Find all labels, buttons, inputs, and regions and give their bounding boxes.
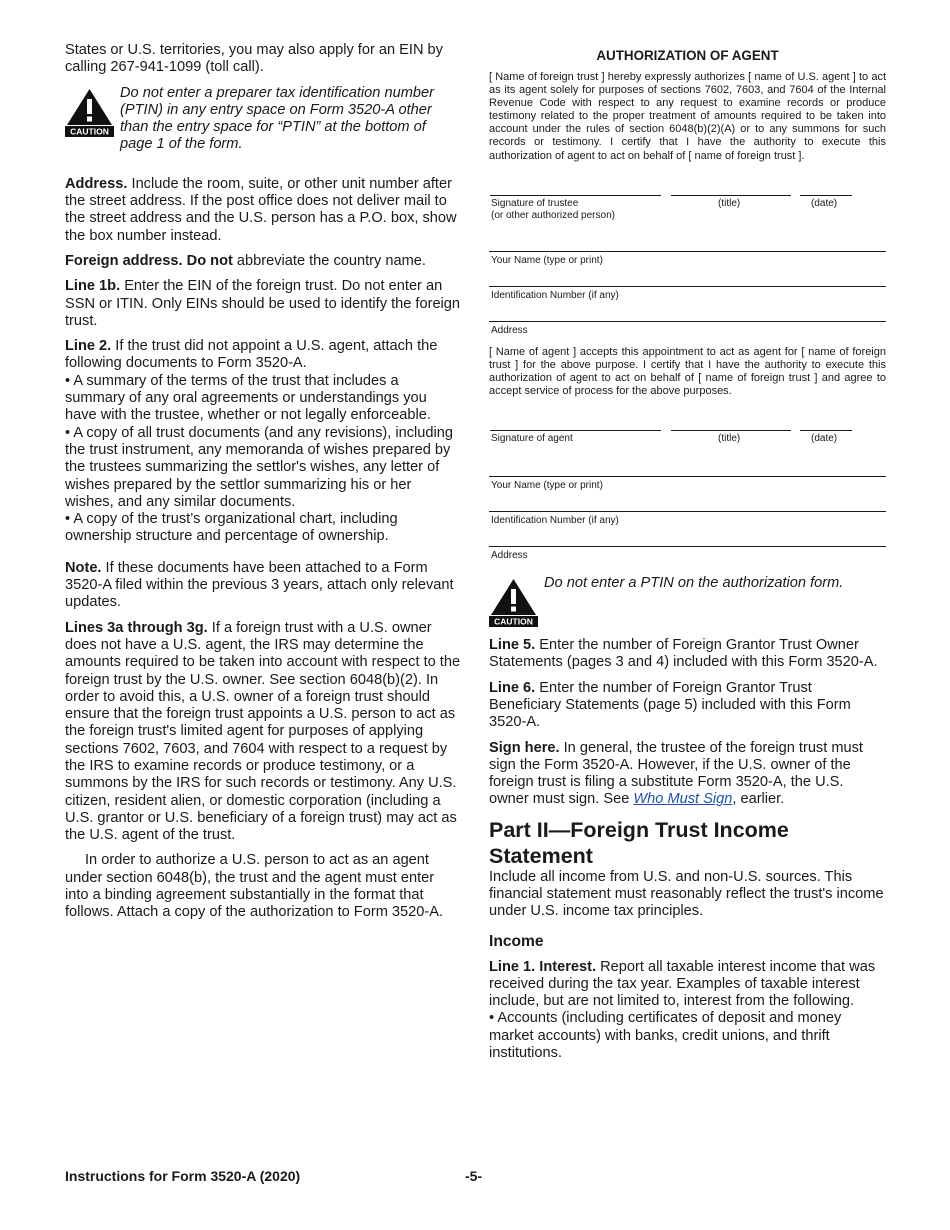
caution-text-ptin: Do not enter a preparer tax identification number (PTIN) in any entry space on Form 3520-A other than the entry space for “PTIN” at the bottom of page 1 of the form. [120, 84, 434, 153]
address-line [489, 546, 886, 571]
signature-agent-label: Signature of agent [491, 433, 573, 445]
authorization-title: AUTHORIZATION OF AGENT [596, 48, 779, 63]
page-footer [65, 1168, 886, 1188]
line2-bullet: • A summary of the terms of the trust that includes a summary of any oral agreements or understandings you have with the trustee, whether or not legally enforceable. [65, 372, 431, 424]
caution-block-authorization [489, 575, 886, 627]
agent-acceptance-paragraph: [ Name of agent ] accepts this appointment to act as agent for [ name of foreign trust ] for the above purpose. I certify that I have the authority to execute this authorization of agent to act on behalf of [ name of foreign trust ] and agree to accept service of process for the above purposes. [489, 345, 886, 397]
lines3-text: If a foreign trust with a U.S. owner does not have a U.S. agent, the IRS may determine the amounts required to be taken into account with respect to the foreign trust by the U.S. owner. See section 6048(b)(2). In order to avoid this, a U.S. owner of a foreign trust should ensure that the foreign trust appoints a U.S. person to act as the foreign trust's limited agent for purposes of applying sections 7602, 7603, and 7604 with respect to a request by the IRS to examine records or produce testimony, or a summons by the IRS for such records or testimony. Any U.S. citizen, resident alien, or domestic corporation (including a U.S. grantor or U.S. beneficiary of a foreign trust) may act as the U.S. agent of the trust. [65, 619, 461, 844]
sign-here-text: In general, the trustee of the foreign trust must sign the Form 3520-A. However, if the U.S. owner of the foreign trust is filing a substitute Form 3520-A, the U.S. owner must sign. See [489, 739, 863, 808]
note-paragraph [65, 560, 461, 612]
income-heading: Income [489, 932, 544, 950]
line2-paragraph [65, 338, 461, 373]
caution-icon [65, 87, 114, 137]
caution-icon [489, 577, 538, 627]
line1-interest-heading: Line 1. Interest. [489, 958, 597, 975]
sign-here-paragraph [489, 740, 886, 809]
lines3-paragraph [65, 620, 461, 845]
agent-signature-row [489, 430, 886, 476]
line5-heading: Line 5. [489, 637, 536, 654]
foreign-address-do-not: Do not [186, 252, 233, 269]
line2-bullet: • A copy of the trust’s organizational chart, including ownership structure and percentage of ownership. [65, 511, 398, 545]
line1b-paragraph [65, 278, 461, 330]
address-label: Address [491, 550, 528, 562]
note-text: If these documents have been attached to a Form 3520-A filed within the previous 3 years, attach only relevant updates. [65, 559, 454, 611]
caution-label: CAUTION [494, 616, 533, 627]
footer-title: Instructions for Form 3520-A (2020) [65, 1168, 301, 1184]
identification-number-line [489, 286, 886, 321]
foreign-address-text: abbreviate the country name. [236, 252, 426, 269]
part2-heading: Part II—Foreign Trust Income Statement [489, 817, 789, 868]
line5-text: Enter the number of Foreign Grantor Trust Owner Statements (pages 3 and 4) included with this Form 3520-A. [489, 637, 878, 671]
line6-text: Enter the number of Foreign Grantor Trust Beneficiary Statements (page 5) included with this Form 3520-A. [489, 679, 851, 731]
line5-paragraph [489, 637, 886, 672]
title-label: (title) [718, 197, 741, 209]
title-line [671, 195, 791, 196]
foreign-address-heading: Foreign address. [65, 252, 183, 269]
who-must-sign-link[interactable]: Who Must Sign [633, 791, 733, 808]
caution-text-authorization: Do not enter a PTIN on the authorization form. [544, 575, 844, 592]
address-paragraph [65, 176, 461, 245]
date-line [800, 195, 852, 196]
title-line [671, 430, 791, 431]
foreign-address-paragraph [65, 253, 461, 270]
lines3-heading: Lines 3a through 3g. [65, 619, 208, 636]
address-text: Include the room, suite, or other unit number after the street address. If the post office does not deliver mail to the street address and the U.S. person has a P.O. box, show the box number instead. [65, 175, 457, 244]
date-label: (date) [811, 197, 838, 209]
date-line [800, 430, 852, 431]
right-column [489, 42, 886, 1062]
your-name-line [489, 476, 886, 511]
title-label: (title) [718, 433, 741, 445]
identification-number-label: Identification Number (if any) [491, 515, 619, 527]
line6-paragraph [489, 680, 886, 732]
signature-trustee-label: Signature of trustee (or other authorized person) [491, 197, 615, 221]
line1b-text: Enter the EIN of the foreign trust. Do not enter an SSN or ITIN. Only EINs should be used to identify the foreign trust. [65, 278, 461, 329]
address-label: Address [491, 324, 528, 336]
signature-line [490, 195, 661, 196]
signature-line [490, 430, 661, 431]
left-column [65, 42, 461, 922]
line2-heading: Line 2. [65, 338, 112, 355]
note-heading: Note. [65, 559, 102, 576]
line1-bullet: • Accounts (including certificates of deposit and money market accounts) with banks, credit unions, and thrift institutions. [489, 1010, 842, 1062]
line6-heading: Line 6. [489, 679, 536, 696]
authorize-paragraph: In order to authorize a U.S. person to act as an agent under section 6048(b), the trust and the agent must enter into a binding agreement substantially in the format that follows. Attach a copy of the authorization to Form 3520-A. [65, 852, 444, 921]
sign-here-tail: , earlier. [732, 791, 785, 808]
sign-here-heading: Sign here. [489, 739, 560, 756]
part2-paragraph: Include all income from U.S. and non-U.S. sources. This financial statement must reasonably reflect the trust's income under U.S. income tax principles. [489, 868, 884, 920]
line1-interest-text: Report all taxable interest income that was received during the tax year. Examples of taxable interest include, but are not limited to, interest from the following. [489, 958, 876, 1010]
identification-number-line [489, 511, 886, 546]
your-name-label: Your Name (type or print) [491, 254, 603, 266]
authorization-paragraph: [ Name of foreign trust ] hereby expressly authorizes [ name of U.S. agent ] to act as its agent solely for purposes of sections 7602, 7603, and 7604 of the Internal Revenue Code with respect to any request to examine records or produce testimony related to the proper treatment of amounts required to be taken into account under the rules of section 6048(b)(2)(A) or to any summons for such records or testimony. I certify that I have the authority to execute this authorization of agent to act on behalf of [ name of foreign trust ]. [489, 71, 886, 162]
address-line [489, 321, 886, 346]
line1-interest-paragraph [489, 959, 886, 1011]
line2-text: If the trust did not appoint a U.S. agent, attach the following documents to Form 3520-A. [65, 338, 438, 372]
trustee-signature-row [489, 195, 886, 251]
identification-number-label: Identification Number (if any) [491, 289, 619, 301]
intro-continuation: States or U.S. territories, you may also apply for an EIN by calling 267-941-1099 (toll call). [65, 42, 443, 76]
your-name-label: Your Name (type or print) [491, 480, 603, 492]
date-label: (date) [811, 433, 838, 445]
line1b-heading: Line 1b. [65, 278, 121, 295]
your-name-line [489, 251, 886, 286]
caution-label: CAUTION [70, 126, 109, 137]
page-number: -5- [465, 1168, 483, 1184]
address-heading: Address. [65, 175, 128, 192]
line2-bullet: • A copy of all trust documents (and any revisions), including the trust instrument, any memoranda of wishes prepared by the trustees summarizing the settlor's wishes, any letter of wishes prepared by the settlor summarizing his or her wishes, and any similar documents. [65, 424, 453, 510]
caution-block-ptin [65, 85, 461, 154]
